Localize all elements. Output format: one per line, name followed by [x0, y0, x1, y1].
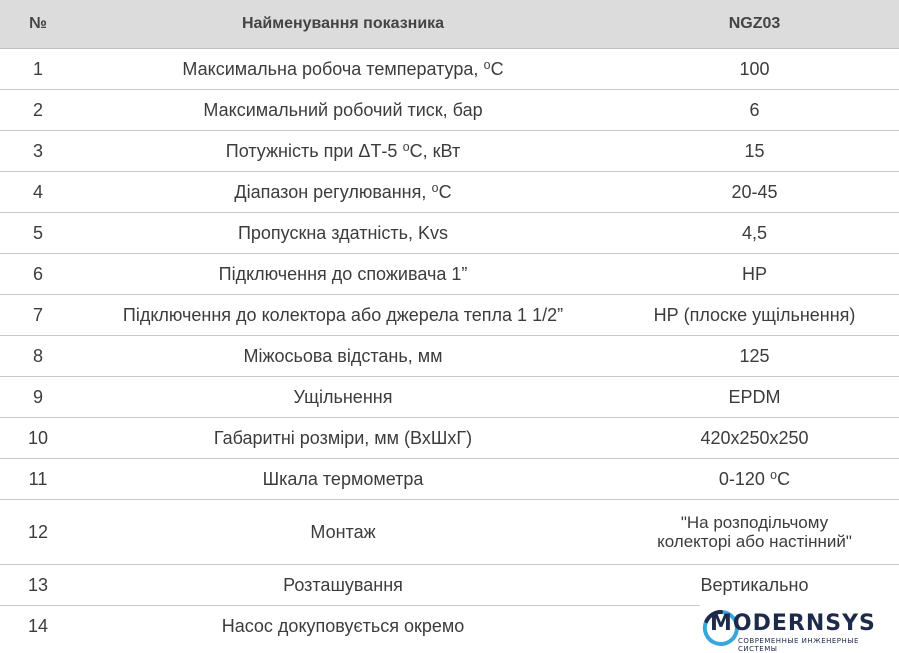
modernsys-logo	[700, 603, 899, 653]
logo-tagline: СОВРЕМЕННЫЕ ИНЖЕНЕРНЫЕ СИСТЕМЫ	[738, 637, 859, 653]
row-name: Максимальна робоча температура, ⁰С	[76, 49, 610, 90]
row-value: 4,5	[610, 213, 899, 254]
table-row	[0, 172, 899, 213]
row-num: 5	[0, 213, 76, 254]
header-num: №	[0, 0, 76, 49]
row-value-line1: "На розподільчому	[680, 513, 829, 532]
table-row	[0, 90, 899, 131]
row-num: 8	[0, 336, 76, 377]
table-row	[0, 254, 899, 295]
row-name: Діапазон регулювання, ⁰С	[76, 172, 610, 213]
row-value: Вертикально	[610, 565, 899, 606]
row-name: Пропускна здатність, Kvs	[76, 213, 610, 254]
table-row	[0, 377, 899, 418]
table-row	[0, 131, 899, 172]
table-row	[0, 459, 899, 500]
row-name: Розташування	[76, 565, 610, 606]
header-value: NGZ03	[610, 0, 899, 49]
row-num: 6	[0, 254, 76, 295]
table-header-row	[0, 0, 899, 49]
row-value: 100	[610, 49, 899, 90]
row-num: 11	[0, 459, 76, 500]
row-name: Максимальний робочий тиск, бар	[76, 90, 610, 131]
row-num: 13	[0, 565, 76, 606]
row-value: 20-45	[610, 172, 899, 213]
table-row	[0, 418, 899, 459]
row-value: НР	[610, 254, 899, 295]
header-name: Найменування показника	[76, 0, 610, 49]
row-name: Підключення до споживача 1”	[76, 254, 610, 295]
table-row	[0, 295, 899, 336]
row-value	[610, 500, 899, 565]
table-row	[0, 336, 899, 377]
row-num: 1	[0, 49, 76, 90]
row-value: 6	[610, 90, 899, 131]
row-num: 2	[0, 90, 76, 131]
row-num: 14	[27, 616, 49, 636]
row-name: Ущільнення	[76, 377, 610, 418]
row-value-line2: колекторі або настінний"	[657, 532, 852, 551]
row-name: Потужність при ΔТ-5 ⁰С, кВт	[76, 131, 610, 172]
row-name: Підключення до колектора або джерела тепла 1 1/2”	[76, 295, 610, 336]
row-num: 9	[0, 377, 76, 418]
table-row	[0, 49, 899, 90]
row-name: Насос докуповується окремо	[221, 616, 465, 636]
row-name: Міжосьова відстань, мм	[76, 336, 610, 377]
row-name: Шкала термометра	[76, 459, 610, 500]
row-num: 4	[0, 172, 76, 213]
table-row	[0, 500, 899, 565]
row-num: 12	[0, 500, 76, 565]
row-value: НР (плоске ущільнення)	[610, 295, 899, 336]
row-value: 15	[610, 131, 899, 172]
row-name: Монтаж	[76, 500, 610, 565]
row-num: 3	[0, 131, 76, 172]
row-num: 10	[0, 418, 76, 459]
row-name: Габаритні розміри, мм (ВхШхГ)	[76, 418, 610, 459]
row-value: EPDM	[610, 377, 899, 418]
row-value: 125	[610, 336, 899, 377]
table-row	[0, 213, 899, 254]
row-value: 420x250x250	[610, 418, 899, 459]
logo-text: MODERNSYS	[710, 611, 876, 636]
row-num: 7	[0, 295, 76, 336]
table-row	[0, 565, 899, 606]
row-value: 0-120 ⁰С	[610, 459, 899, 500]
